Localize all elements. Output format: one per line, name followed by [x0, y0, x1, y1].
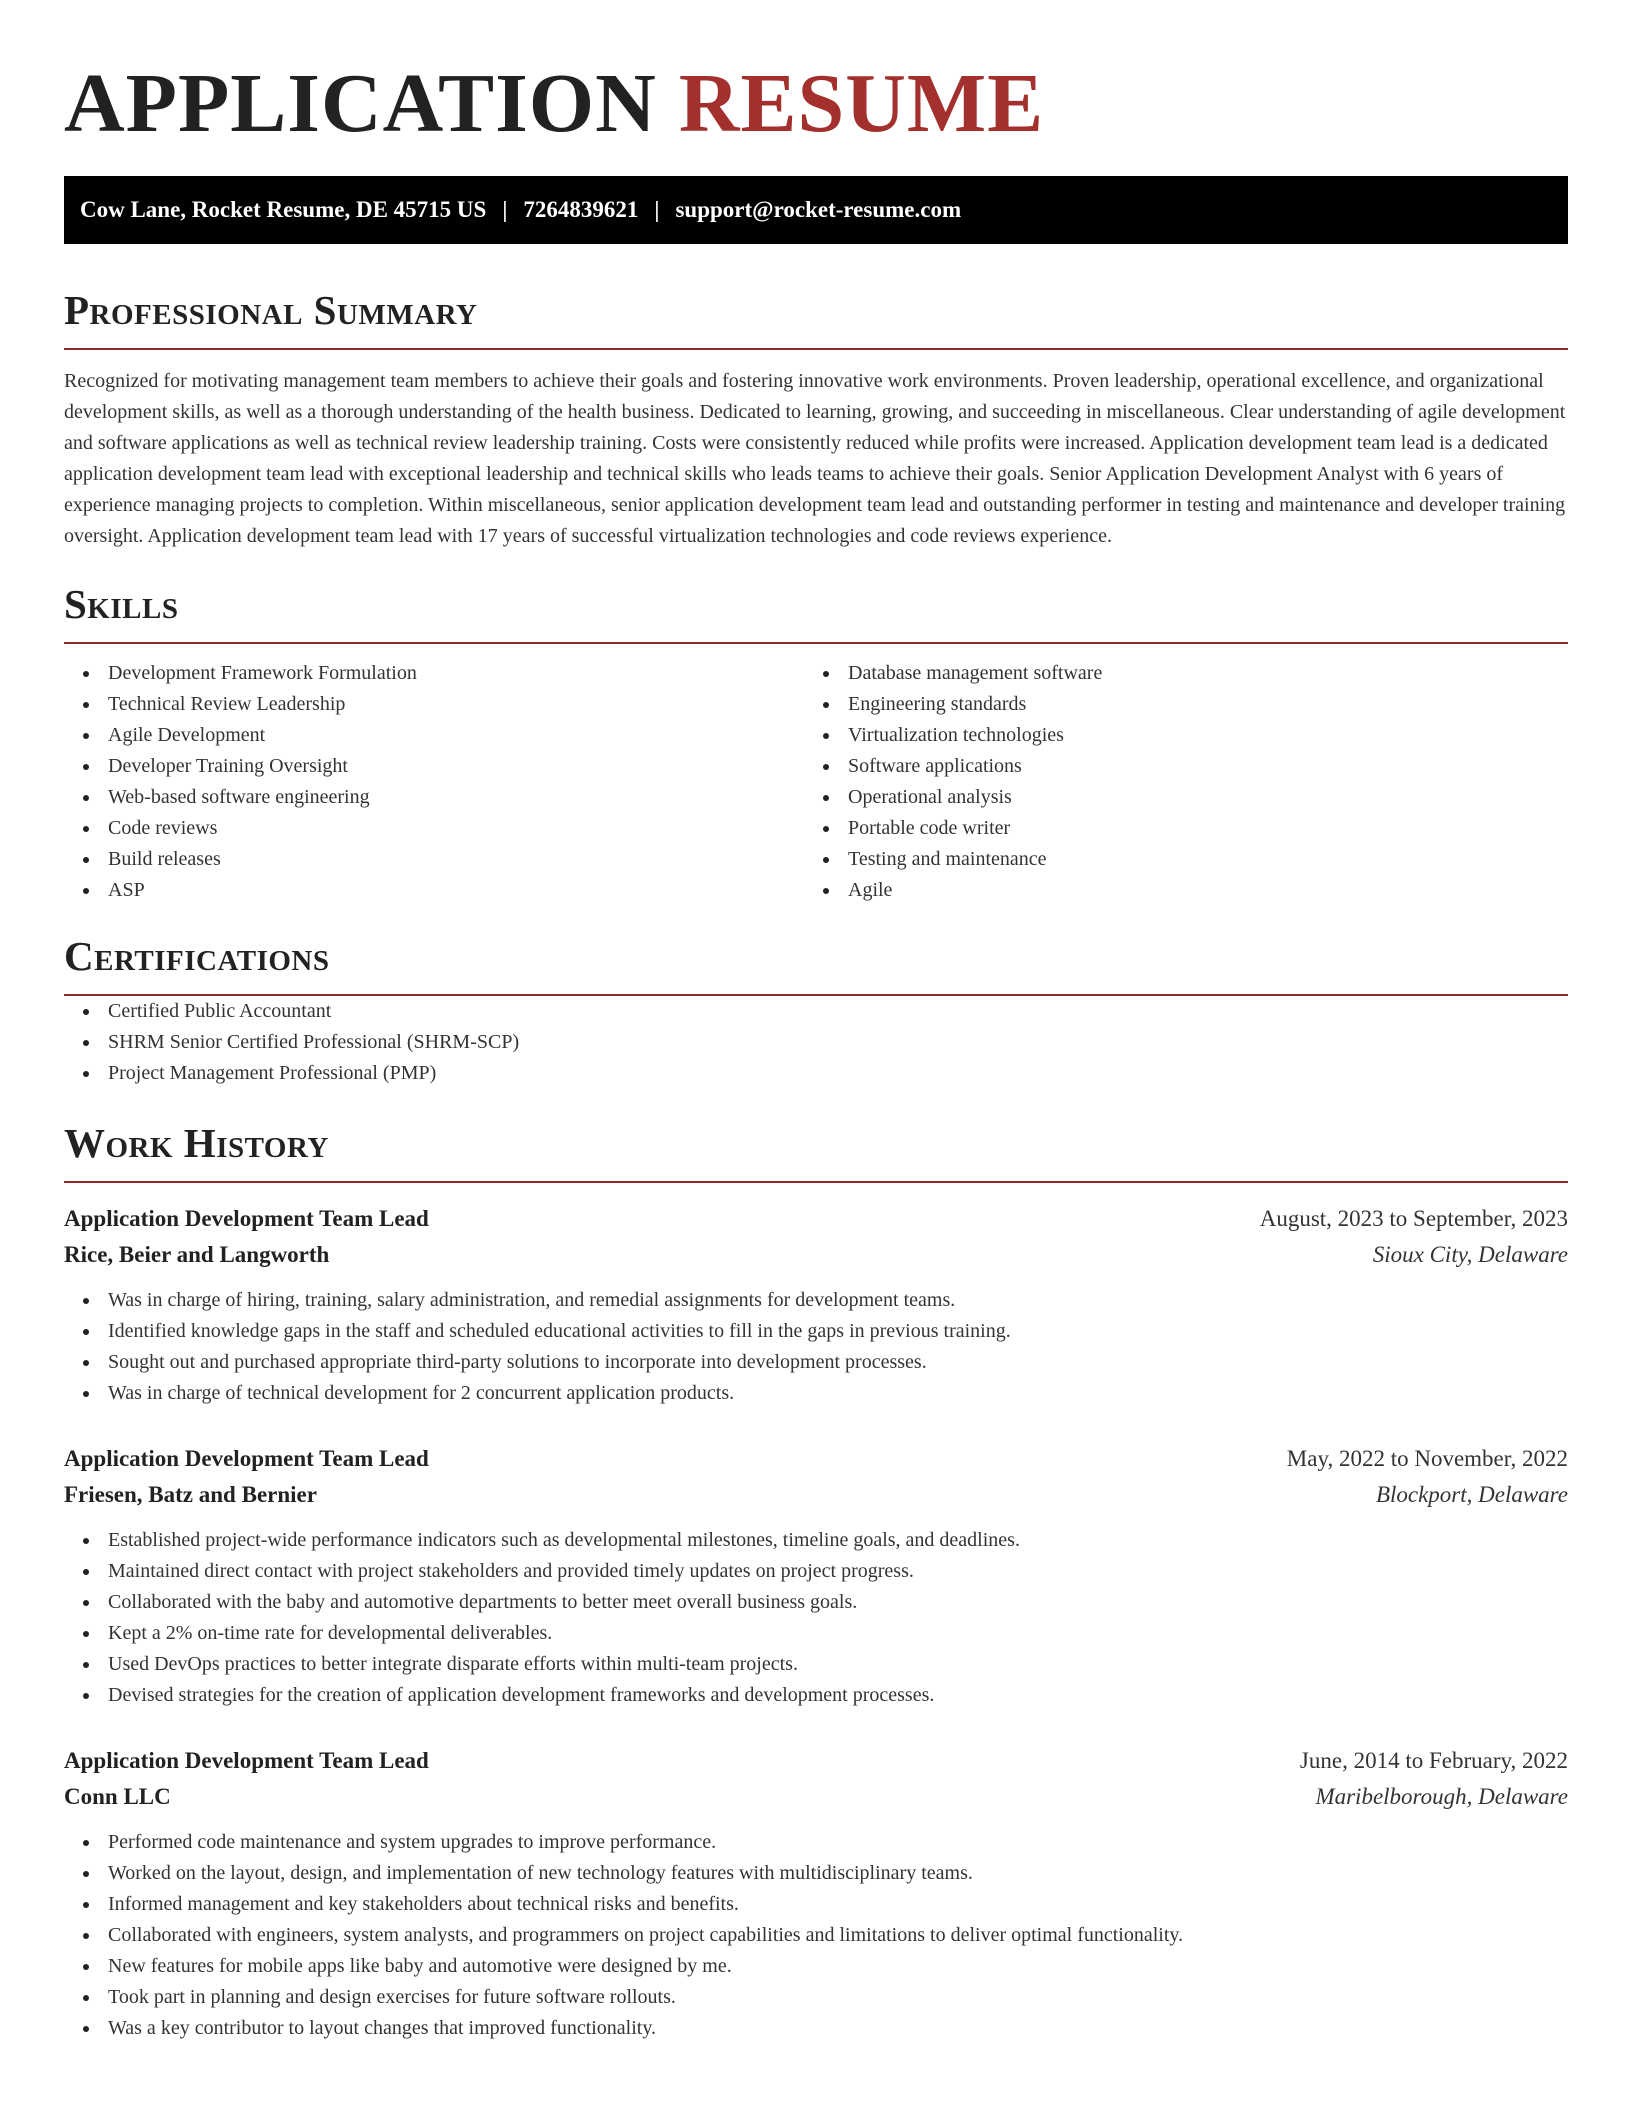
job-bullet: Was in charge of hiring, training, salary administration, and remedial assignments for development teams.	[64, 1285, 1568, 1316]
job-bullet: Kept a 2% on-time rate for developmental deliverables.	[64, 1618, 1568, 1649]
job-bullet: Used DevOps practices to better integrate disparate efforts within multi-team projects.	[64, 1649, 1568, 1680]
job-company: Conn LLC	[64, 1784, 171, 1809]
job-header-row	[64, 1743, 1568, 1779]
job-bullets	[64, 1525, 1568, 1711]
job-location: Maribelborough, Delaware	[1315, 1784, 1568, 1809]
job-title: Application Development Team Lead	[64, 1748, 429, 1773]
skill-item: Development Framework Formulation	[64, 658, 804, 689]
skill-item: Testing and maintenance	[804, 844, 1544, 875]
job-entry	[64, 1441, 1568, 1711]
job-company: Friesen, Batz and Bernier	[64, 1482, 317, 1507]
job-title: Application Development Team Lead	[64, 1206, 429, 1231]
job-bullets	[64, 1827, 1568, 2044]
skill-item: Database management software	[804, 658, 1544, 689]
skill-item: Engineering standards	[804, 689, 1544, 720]
job-bullet: Maintained direct contact with project stakeholders and provided timely updates on project progress.	[64, 1556, 1568, 1587]
job-bullet: Was in charge of technical development for 2 concurrent application products.	[64, 1378, 1568, 1409]
job-entry	[64, 1201, 1568, 1409]
job-header-row	[64, 1441, 1568, 1477]
job-dates: June, 2014 to February, 2022	[1299, 1748, 1568, 1773]
job-entry	[64, 1743, 1568, 2044]
certification-item: SHRM Senior Certified Professional (SHRM-SCP)	[64, 1027, 1568, 1058]
skill-item: Developer Training Oversight	[64, 751, 804, 782]
job-bullet: New features for mobile apps like baby and automotive were designed by me.	[64, 1951, 1568, 1982]
skill-item: Agile	[804, 875, 1544, 906]
job-location: Sioux City, Delaware	[1372, 1242, 1568, 1267]
job-bullets	[64, 1285, 1568, 1409]
job-bullet: Performed code maintenance and system upgrades to improve performance.	[64, 1827, 1568, 1858]
skills-list-right	[804, 658, 1544, 906]
skill-item: ASP	[64, 875, 804, 906]
title-main: APPLICATION	[64, 57, 657, 150]
job-bullet: Informed management and key stakeholders about technical risks and benefits.	[64, 1889, 1568, 1920]
skill-item: Technical Review Leadership	[64, 689, 804, 720]
resume-content	[64, 0, 1568, 2044]
job-bullet: Identified knowledge gaps in the staff and scheduled educational activities to fill in the gaps in previous training.	[64, 1316, 1568, 1347]
skill-item: Build releases	[64, 844, 804, 875]
contact-separator: |	[502, 197, 508, 222]
skill-item: Agile Development	[64, 720, 804, 751]
job-bullet: Took part in planning and design exercises for future software rollouts.	[64, 1982, 1568, 2013]
job-dates: May, 2022 to November, 2022	[1286, 1446, 1568, 1471]
title-accent: RESUME	[678, 57, 1045, 150]
certification-item: Certified Public Accountant	[64, 996, 1568, 1027]
summary-text: Recognized for motivating management team members to achieve their goals and fostering innovative work environments. Proven leadership, operational excellence, and organizational development skills, as well as a thorough understanding of the health business. Dedicated to learning, growing, and succeeding in miscellaneous. Clear understanding of agile development and software applications as well as technical review leadership training. Costs were consistently reduced while profits were increased. Application development team lead is a dedicated application development team lead with exceptional leadership and technical skills who leads teams to achieve their goals. Senior Application Development Analyst with 6 years of experience managing projects to completion. Within miscellaneous, senior application development team lead and outstanding performer in testing and maintenance and developer training oversight. Application development team lead with 17 years of successful virtualization technologies and code reviews experience.	[64, 370, 1566, 547]
summary-heading: Professional Summary	[64, 286, 1568, 350]
skill-item: Virtualization technologies	[804, 720, 1544, 751]
contact-phone: 7264839621	[523, 197, 639, 222]
job-bullet: Sought out and purchased appropriate third-party solutions to incorporate into development processes.	[64, 1347, 1568, 1378]
skill-item: Software applications	[804, 751, 1544, 782]
certification-item: Project Management Professional (PMP)	[64, 1058, 1568, 1089]
contact-bar	[64, 176, 1568, 244]
job-bullet: Established project-wide performance indicators such as developmental milestones, timeline goals, and deadlines.	[64, 1525, 1568, 1556]
skills-heading: Skills	[64, 580, 1568, 644]
page-title	[64, 58, 1568, 150]
job-bullet: Was a key contributor to layout changes that improved functionality.	[64, 2013, 1568, 2044]
skill-item: Web-based software engineering	[64, 782, 804, 813]
work-history-heading: Work History	[64, 1119, 1568, 1183]
skill-item: Operational analysis	[804, 782, 1544, 813]
job-company-row	[64, 1477, 1568, 1513]
job-dates: August, 2023 to September, 2023	[1259, 1206, 1568, 1231]
skills-grid	[64, 658, 1568, 906]
skill-item: Portable code writer	[804, 813, 1544, 844]
job-company-row	[64, 1779, 1568, 1815]
job-bullet: Collaborated with engineers, system analysts, and programmers on project capabilities and limitations to deliver optimal functionality.	[64, 1920, 1568, 1951]
job-bullet: Devised strategies for the creation of application development frameworks and development processes.	[64, 1680, 1568, 1711]
job-location: Blockport, Delaware	[1375, 1482, 1568, 1507]
skill-item: Code reviews	[64, 813, 804, 844]
skills-list-left	[64, 658, 804, 906]
contact-address: Cow Lane, Rocket Resume, DE 45715 US	[80, 197, 487, 222]
job-company: Rice, Beier and Langworth	[64, 1242, 330, 1267]
contact-separator: |	[654, 197, 660, 222]
job-bullet: Collaborated with the baby and automotive departments to better meet overall business goals.	[64, 1587, 1568, 1618]
job-header-row	[64, 1201, 1568, 1237]
certifications-heading: Certifications	[64, 932, 1568, 996]
job-company-row	[64, 1237, 1568, 1273]
job-title: Application Development Team Lead	[64, 1446, 429, 1471]
contact-email[interactable]: support@rocket-resume.com	[675, 197, 962, 222]
certifications-list	[64, 996, 1568, 1089]
job-bullet: Worked on the layout, design, and implementation of new technology features with multidisciplinary teams.	[64, 1858, 1568, 1889]
